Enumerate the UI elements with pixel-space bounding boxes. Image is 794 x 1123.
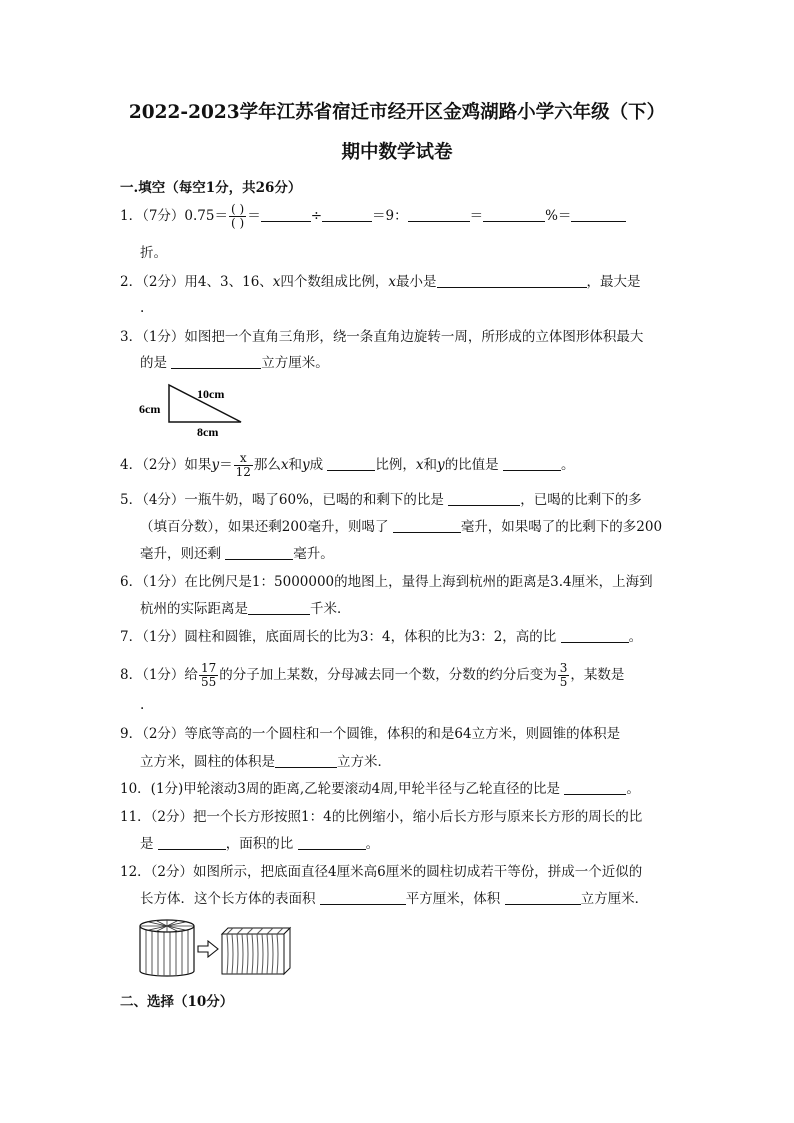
answer-blank[interactable] — [571, 207, 626, 222]
answer-blank[interactable] — [171, 354, 261, 369]
question-8: 8．（1分）给 $\frac{17}{55}$ 的分子加上某数，分母减去同一个数，分数的约分后变为 $\frac{3}{5}$ ，某数是 — [120, 661, 625, 689]
question-11: 11．（2分）把一个长方形按照1：4的比例缩小，缩小后长方形与原来长方形的周长的比 — [120, 809, 643, 825]
answer-blank[interactable] — [320, 890, 406, 905]
section-fill-header: 一.填空（每空1分，共26分） — [120, 180, 302, 196]
question-3: 3．（1分）如图把一个直角三角形，绕一条直角边旋转一周，所形成的立体图形体积最大 — [120, 329, 644, 345]
fraction-blank: $\frac{( )}{( )}$ — [231, 202, 245, 230]
fraction-x-over-12: $\frac{x}{12}$ — [235, 451, 251, 479]
answer-blank[interactable] — [393, 518, 461, 533]
answer-blank[interactable] — [408, 207, 470, 222]
question-12: 12．（2分）如图所示，把底面直径4厘米高6厘米的圆柱切成若干等份，拼成一个近似的 — [120, 864, 643, 880]
question-2: 2．（2分）用4、3、16、x四个数组成比例，x最小是 ，最大是 — [120, 274, 641, 290]
answer-blank[interactable] — [158, 835, 226, 850]
question-11-line2: 是 ，面积的比 。 — [140, 836, 380, 852]
question-1: 1．（7分）0.75＝ $\frac{( )}{( )}$ ＝ ÷ ＝9： ＝ %＝ — [120, 203, 626, 230]
answer-blank[interactable] — [483, 207, 545, 222]
leg-left-label: 6cm — [139, 402, 161, 416]
answer-blank[interactable] — [503, 456, 561, 471]
answer-blank[interactable] — [275, 753, 337, 768]
cylinder-to-cuboid-figure — [136, 914, 298, 978]
answer-blank[interactable] — [225, 545, 293, 560]
question-2-tail: . — [140, 300, 145, 316]
question-9-line2: 立方米，圆柱的体积是 立方米． — [140, 754, 391, 770]
question-5-line3: 毫升，则还剩 毫升。 — [140, 546, 334, 562]
answer-blank[interactable] — [505, 890, 581, 905]
fraction-3-5: $\frac{3}{5}$ — [559, 661, 568, 689]
question-1-tail: 折。 — [140, 245, 167, 261]
question-10: 10．(1分)甲轮滚动3周的距离,乙轮要滚动4周,甲轮半径与乙轮直径的比是 。 — [120, 781, 640, 797]
leg-bottom-label: 8cm — [197, 425, 219, 439]
answer-blank[interactable] — [322, 207, 372, 222]
answer-blank[interactable] — [261, 207, 311, 222]
exam-title-line2: 期中数学试卷 — [341, 142, 453, 163]
question-9: 9．（2分）等底等高的一个圆柱和一个圆锥，体积的和是64立方米，则圆锥的体积是 — [120, 726, 621, 742]
answer-blank[interactable] — [437, 273, 587, 288]
cuboid-shape — [222, 928, 290, 974]
transform-arrow-icon — [198, 941, 218, 957]
question-12-line2: 长方体．这个长方体的表面积 平方厘米，体积 立方厘米． — [140, 891, 649, 907]
answer-blank[interactable] — [564, 780, 626, 795]
answer-blank[interactable] — [248, 600, 310, 615]
question-6: 6．（1分）在比例尺是1：5000000的地图上，量得上海到杭州的距离是3.4厘米，上海到 — [120, 574, 653, 590]
question-3-line2: 的是 立方厘米。 — [140, 355, 329, 371]
question-5: 5．（4分）一瓶牛奶，喝了60%，已喝的和剩下的比是 ，已喝的比剩下的多 — [120, 492, 642, 508]
section-choice-header: 二、选择（10分） — [120, 994, 234, 1010]
fraction-17-55: $\frac{17}{55}$ — [200, 661, 217, 689]
question-7: 7．（1分）圆柱和圆锥，底面周长的比为3：4，体积的比为3：2，高的比 。 — [120, 629, 643, 645]
answer-blank[interactable] — [448, 491, 520, 506]
cylinder-shape — [140, 920, 194, 976]
right-triangle-figure — [135, 380, 255, 440]
exam-title-line1: 2022-2023学年江苏省宿迁市经开区金鸡湖路小学六年级（下） — [128, 102, 666, 123]
answer-blank[interactable] — [298, 835, 366, 850]
hypotenuse-label: 10cm — [197, 387, 225, 401]
question-5-line2: （填百分数），如果还剩200毫升，则喝了 毫升，如果喝了的比剩下的多200 — [140, 519, 663, 535]
question-8-tail: . — [140, 697, 145, 713]
question-6-line2: 杭州的实际距离是 千米． — [140, 601, 351, 617]
answer-blank[interactable] — [327, 456, 375, 471]
question-4: 4．（2分）如果y＝ $\frac{x}{12}$ 那么x和y成 比例，x和y的比值是 。 — [120, 451, 575, 479]
answer-blank[interactable] — [561, 628, 629, 643]
